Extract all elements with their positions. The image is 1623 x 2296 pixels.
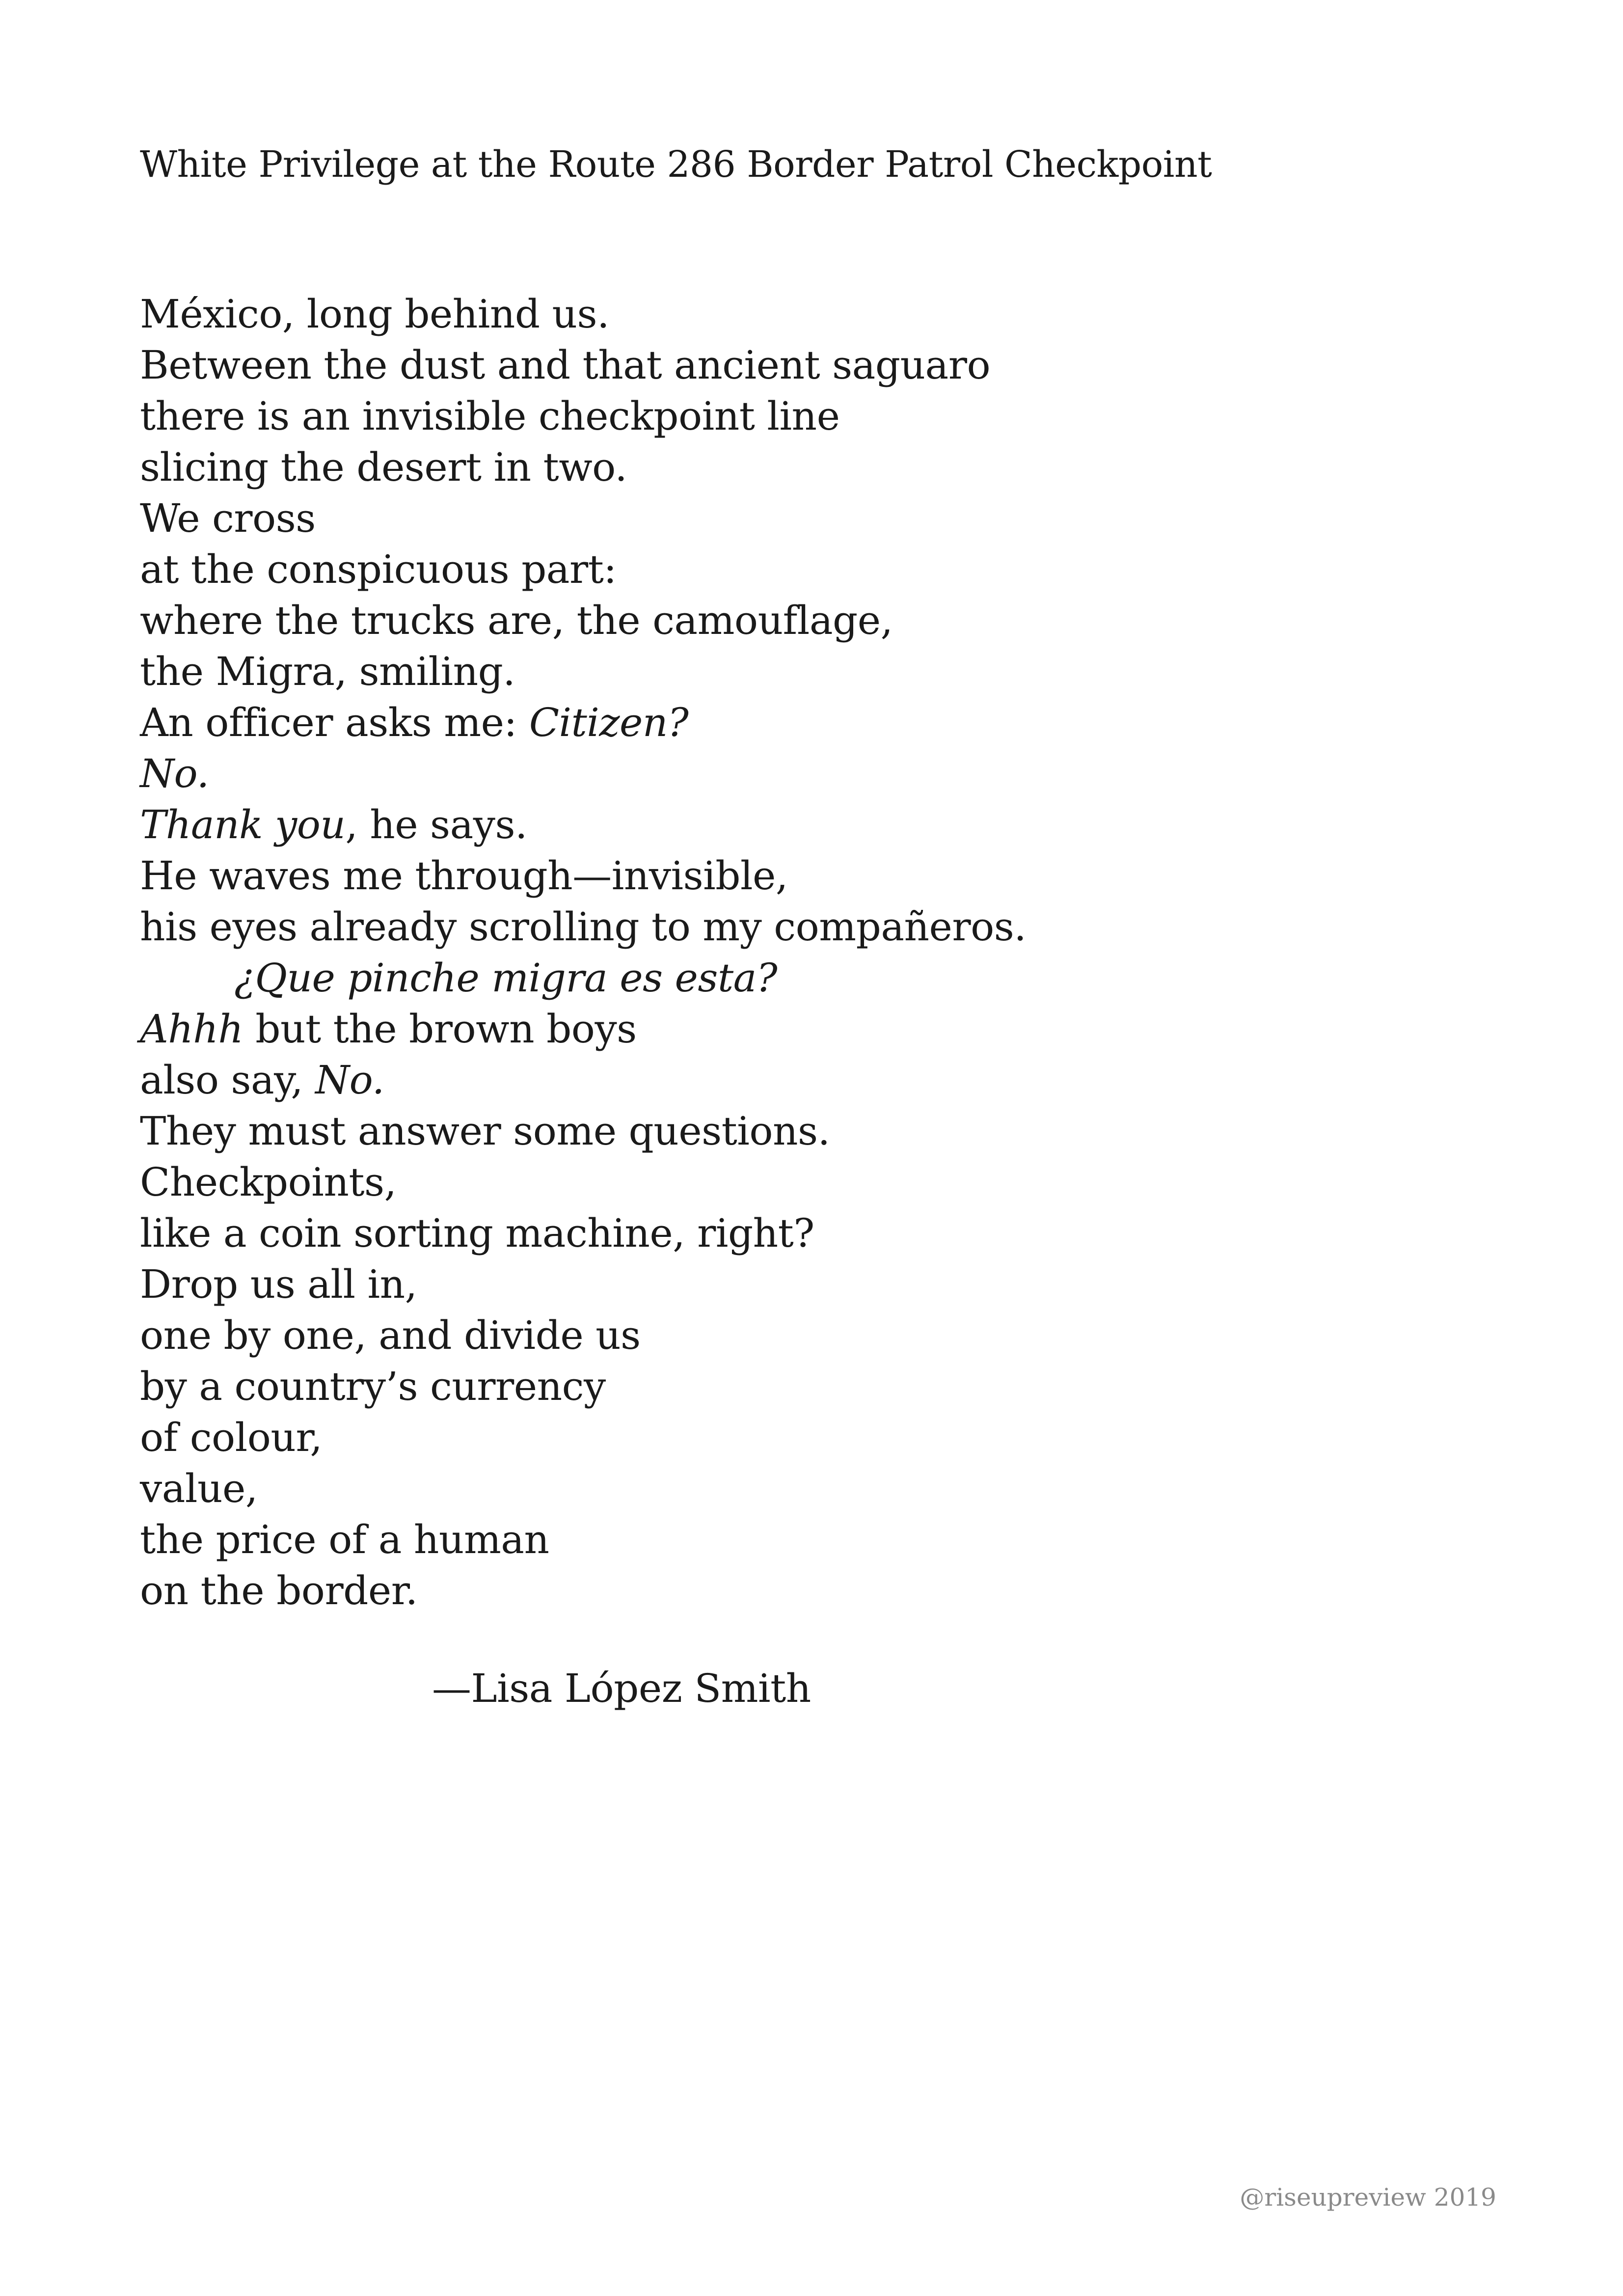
poem-line bbox=[140, 902, 1564, 953]
poem-line-text: An officer asks me: bbox=[140, 700, 529, 745]
poem-line-text: at the conspicuous part: bbox=[140, 547, 617, 592]
poem-line bbox=[140, 1208, 1564, 1259]
copyright-credit: @riseupreview 2019 bbox=[1240, 2183, 1496, 2212]
poem-line-text: but the brown boys bbox=[243, 1006, 637, 1052]
poem-line-text: by a country’s currency bbox=[140, 1364, 606, 1409]
poem-line-italic-text: Citizen? bbox=[529, 700, 689, 745]
poem-line bbox=[140, 697, 1564, 748]
poem-line bbox=[140, 1004, 1564, 1055]
poem-line-text: He waves me through—invisible, bbox=[140, 853, 788, 899]
poem-line-text: We cross bbox=[140, 495, 316, 541]
poem-line bbox=[140, 595, 1564, 646]
poem-line-text: of colour, bbox=[140, 1415, 323, 1460]
poem-line bbox=[140, 340, 1564, 391]
poem-line-text: slicing the desert in two. bbox=[140, 444, 627, 490]
poem-line bbox=[140, 748, 1564, 799]
poem-line bbox=[140, 493, 1564, 544]
poem-line bbox=[140, 544, 1564, 595]
poem-line-text: his eyes already scrolling to my compañeros. bbox=[140, 904, 1027, 950]
poem-line-text: the Migra, smiling. bbox=[140, 649, 515, 694]
poem-line-italic-text: No. bbox=[140, 751, 209, 796]
poem-line-italic-text: No. bbox=[315, 1057, 384, 1103]
poem-body bbox=[140, 289, 1564, 1616]
poem-line bbox=[140, 1565, 1564, 1616]
poem-line bbox=[140, 1106, 1564, 1157]
poem-line bbox=[140, 1361, 1564, 1412]
poem-line-text: , he says. bbox=[345, 802, 527, 847]
poem-line-text: also say, bbox=[140, 1057, 316, 1103]
poem-line-italic-text: Ahhh bbox=[140, 1006, 243, 1052]
poem-line bbox=[140, 646, 1564, 697]
poem-line bbox=[140, 391, 1564, 442]
poem-line-text: on the border. bbox=[140, 1568, 418, 1613]
poem-line bbox=[140, 1463, 1564, 1514]
poem-line bbox=[140, 1055, 1564, 1106]
poem-line bbox=[140, 1514, 1564, 1565]
poem-line bbox=[140, 289, 1564, 340]
poem-line-text: México, long behind us. bbox=[140, 291, 610, 337]
poem-line-text: Drop us all in, bbox=[140, 1261, 417, 1307]
poem-line bbox=[140, 1259, 1564, 1310]
poem-line-text: like a coin sorting machine, right? bbox=[140, 1210, 814, 1256]
poem-line-text: where the trucks are, the camouflage, bbox=[140, 598, 893, 643]
poem-line-text: value, bbox=[140, 1466, 258, 1511]
poem-line bbox=[140, 1412, 1564, 1463]
poem-line bbox=[140, 799, 1564, 850]
poem-line-text: Between the dust and that ancient saguaro bbox=[140, 342, 991, 388]
poem-line-text: one by one, and divide us bbox=[140, 1312, 641, 1358]
poem-line-text: the price of a human bbox=[140, 1517, 549, 1562]
poem-line bbox=[140, 1310, 1564, 1361]
poem-line-text: Checkpoints, bbox=[140, 1159, 397, 1205]
poem-line-text: They must answer some questions. bbox=[140, 1108, 830, 1154]
poem-line-italic-text: Thank you bbox=[140, 802, 346, 847]
poem-title: White Privilege at the Route 286 Border Patrol Checkpoint bbox=[140, 143, 1212, 186]
poem-line bbox=[140, 953, 1564, 1004]
poem-line bbox=[140, 850, 1564, 902]
poem-line-italic-text: ¿Que pinche migra es esta? bbox=[234, 955, 778, 1001]
poem-line bbox=[140, 1157, 1564, 1208]
poem-line-text: there is an invisible checkpoint line bbox=[140, 393, 840, 439]
poem-author: —Lisa López Smith bbox=[432, 1666, 811, 1711]
poem-line bbox=[140, 442, 1564, 493]
